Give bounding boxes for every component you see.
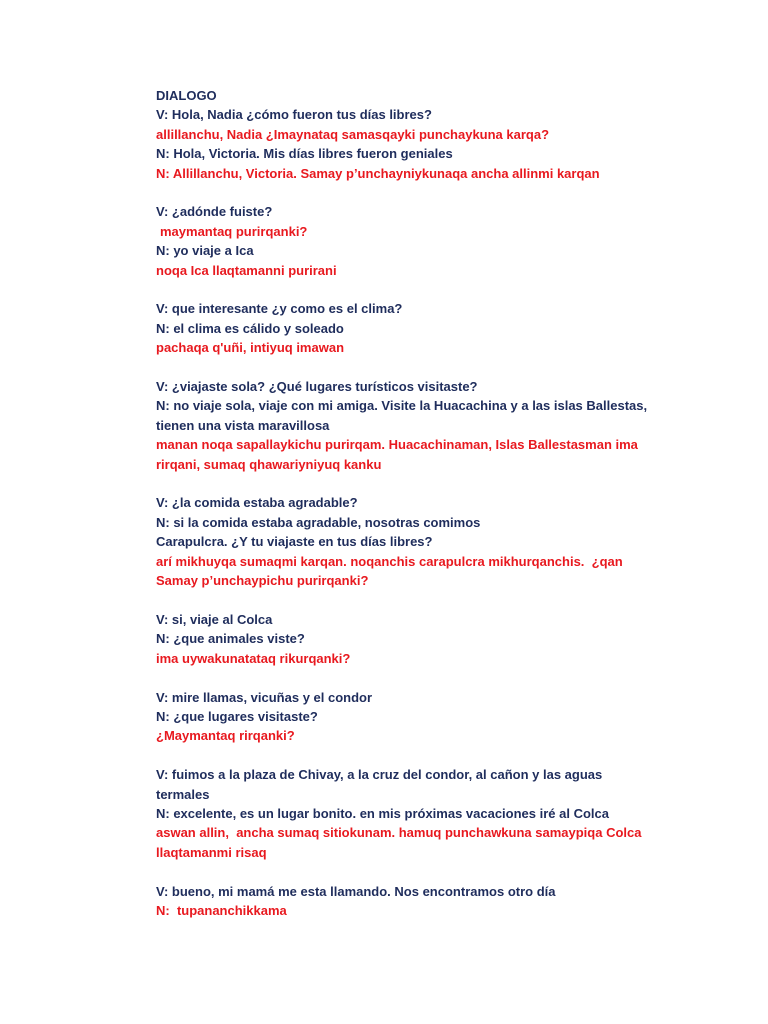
dialog-block	[156, 882, 676, 921]
quechua-line: noqa Ica llaqtamanni purirani	[156, 262, 337, 278]
dialog-block	[156, 688, 676, 746]
spanish-line: V: ¿la comida estaba agradable?	[156, 495, 358, 511]
spanish-line: N: ¿que lugares visitaste?	[156, 708, 318, 724]
block-spacer	[156, 668, 676, 687]
spanish-line: V: que interesante ¿y como es el clima?	[156, 301, 403, 317]
quechua-line: llaqtamanmi risaq	[156, 844, 267, 860]
dialog-block	[156, 105, 676, 183]
spanish-line: N: Hola, Victoria. Mis días libres fueron geniales	[156, 146, 453, 162]
spanish-line: V: Hola, Nadia ¿cómo fueron tus días libres?	[156, 107, 432, 123]
block-spacer	[156, 862, 676, 881]
quechua-line: ¿Maymantaq rirqanki?	[156, 728, 295, 744]
quechua-line: Samay p’unchaypichu purirqanki?	[156, 573, 369, 589]
dialog-block	[156, 202, 676, 280]
spanish-line: V: bueno, mi mamá me esta llamando. Nos encontramos otro día	[156, 883, 556, 899]
spanish-line: tienen una vista maravillosa	[156, 417, 330, 433]
dialog-content	[156, 86, 676, 920]
quechua-line: aswan allin, ancha sumaq sitiokunam. hamuq punchawkuna samaypiqa Colca	[156, 825, 642, 841]
dialog-block	[156, 299, 676, 357]
quechua-line: ima uywakunatataq rikurqanki?	[156, 650, 351, 666]
spanish-line: N: yo viaje a Ica	[156, 243, 254, 259]
spanish-line: V: mire llamas, vicuñas y el condor	[156, 689, 373, 705]
block-spacer	[156, 358, 676, 377]
dialog-blocks	[156, 105, 676, 920]
block-spacer	[156, 591, 676, 610]
document-title: DIALOGO	[156, 88, 217, 103]
spanish-line: V: ¿viajaste sola? ¿Qué lugares turísticos visitaste?	[156, 379, 478, 395]
dialog-block	[156, 377, 676, 474]
block-spacer	[156, 183, 676, 202]
quechua-line: manan noqa sapallaykichu purirqam. Huacachinaman, Islas Ballestasman ima	[156, 437, 638, 453]
spanish-line: V: fuimos a la plaza de Chivay, a la cruz del condor, al cañon y las aguas	[156, 767, 603, 783]
block-spacer	[156, 474, 676, 493]
quechua-line: pachaqa q'uñi, intiyuq imawan	[156, 340, 345, 356]
dialog-block	[156, 610, 676, 668]
quechua-line: rirqani, sumaq qhawariyniyuq kanku	[156, 456, 382, 472]
spanish-line: N: el clima es cálido y soleado	[156, 320, 344, 336]
quechua-line: maymantaq purirqanki?	[160, 223, 308, 239]
spanish-line: N: no viaje sola, viaje con mi amiga. Visite la Huacachina y a las islas Ballestas,	[156, 398, 648, 414]
spanish-line: V: ¿adónde fuiste?	[156, 204, 273, 220]
spanish-line: N: ¿que animales viste?	[156, 631, 305, 647]
spanish-line: N: si la comida estaba agradable, nosotras comimos	[156, 514, 481, 530]
spanish-line: V: si, viaje al Colca	[156, 611, 273, 627]
spanish-line: termales	[156, 786, 210, 802]
dialog-block	[156, 493, 676, 590]
quechua-line: N: Allillanchu, Victoria. Samay p’unchayniykunaqa ancha allinmi karqan	[156, 165, 600, 181]
spanish-line: N: excelente, es un lugar bonito. en mis próximas vacaciones iré al Colca	[156, 805, 609, 821]
quechua-line: allillanchu, Nadia ¿Imaynataq samasqayki punchaykuna karqa?	[156, 126, 550, 142]
dialog-block	[156, 765, 676, 862]
spanish-line: Carapulcra. ¿Y tu viajaste en tus días libres?	[156, 534, 433, 550]
block-spacer	[156, 280, 676, 299]
block-spacer	[156, 746, 676, 765]
quechua-line: arí mikhuyqa sumaqmi karqan. noqanchis carapulcra mikhurqanchis. ¿qan	[156, 553, 623, 569]
quechua-line: N: tupananchikkama	[156, 902, 287, 918]
